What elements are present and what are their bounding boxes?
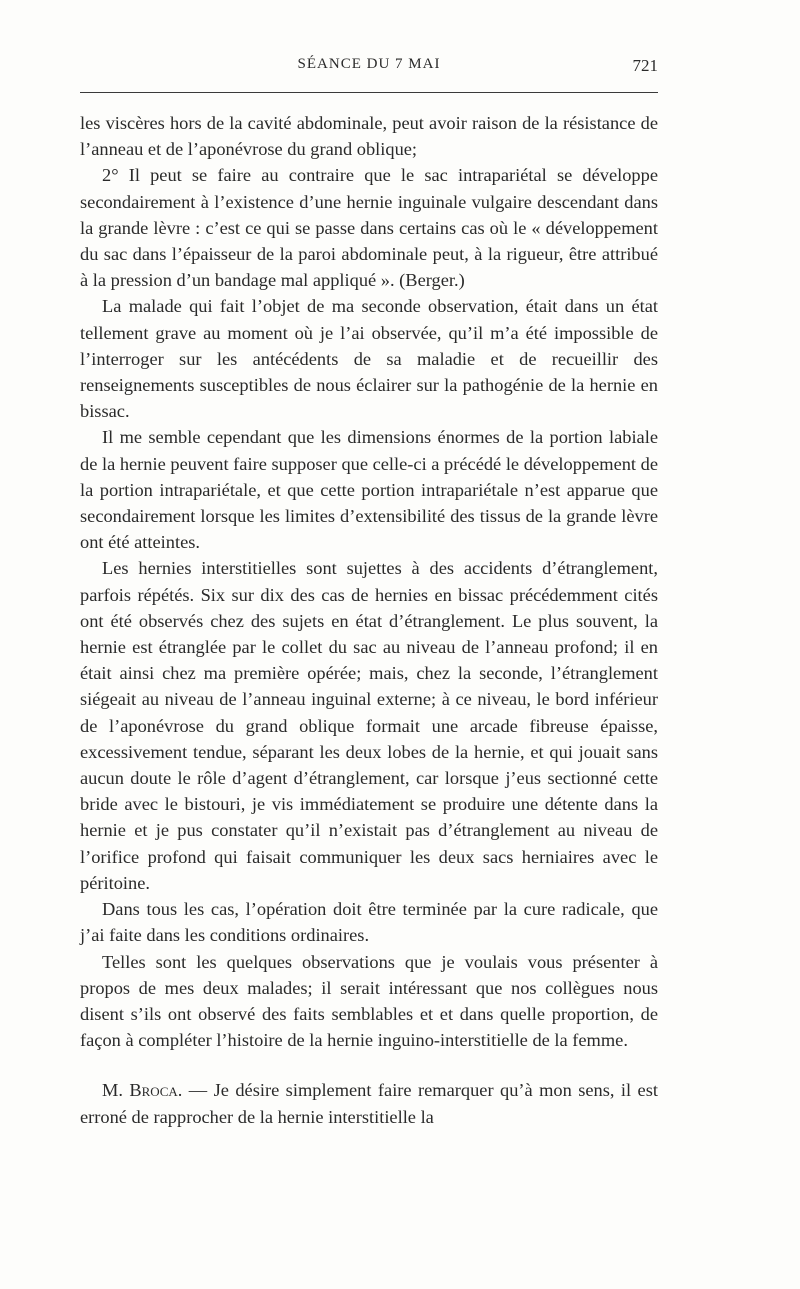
speaker-name: M. Broca. [102, 1080, 183, 1101]
paragraph-conclusion: Telles sont les quelques observations que je voulais vous présenter à propos de mes deux malades; il serait intéressant que nos collègues nous disent s’ils ont observé des faits semblables et et dans quelle proportion, de façon à compléter l’histoire de la hernie inguino-interstitielle de la femme. [80, 951, 658, 1051]
paragraph-broca [80, 1077, 658, 1129]
paragraph-continuation: les viscères hors de la cavité abdominale, peut avoir raison de la résistance de l’anneau et de l’aponévrose du grand oblique; [80, 113, 658, 160]
paragraph-labial-portion: Il me semble cependant que les dimensions énormes de la portion labiale de la hernie peuvent faire supposer que celle-ci a précédé le développement de la portion intrapariétale, et que cette portion intrapariétale n’est apparue que secondairement lorsque les limites d’extensibilité des tissus de la grande lèvre ont été atteintes. [80, 427, 658, 553]
paragraph-second-observation: La malade qui fait l’objet de ma seconde observation, était dans un état tellement grave au moment où je l’ai observée, qu’il m’a été impossible de l’interroger sur les antécédents de sa maladie et de recueillir des renseignements susceptibles de nous éclairer sur la pathogénie de la hernie en bissac. [80, 296, 658, 422]
paragraph-strangulation: Les hernies interstitielles sont sujettes à des accidents d’étranglement, parfois répétés. Six sur dix des cas de hernies en bissac précédemment cités ont été observés chez des sujets en état d’étranglement. Le plus souvent, la hernie est étranglée par le collet du sac au niveau de l’anneau profond; il en était ainsi chez ma première opérée; mais, chez la seconde, l’étranglement siégeait au niveau de l’anneau inguinal externe; à ce niveau, le bord inférieur de l’aponévrose du grand oblique formait une arcade fibreuse épaisse, excessivement tendue, séparant les deux lobes de la hernie, et qui jouait sans aucun doute le rôle d’agent d’étranglement, car lorsque j’eus sectionné cette bride avec le bistouri, je vis immédiatement se produire une détente dans la hernie et je pus constater qu’il n’existait pas d’étranglement au niveau de l’orifice profond qui faisait communiquer les deux sacs herniaires avec le péritoine. [80, 558, 658, 893]
header-title: SÉANCE DU 7 MAI [297, 56, 441, 72]
header-rule [80, 92, 658, 93]
running-header [80, 56, 658, 82]
broca-remark: — Je désire simplement faire remarquer qu’à mon sens, il est erroné de rapprocher de la hernie interstitielle la [80, 1080, 658, 1127]
paragraph-point-2: 2° Il peut se faire au contraire que le sac intrapariétal se développe secondairement à l’existence d’une hernie inguinale vulgaire descendant dans la grande lèvre : c’est ce qui se passe dans certains cas où le « développement du sac dans l’épaisseur de la paroi abdominale peut, à la rigueur, être attribué à la pression d’un bandage mal appliqué ». (Berger.) [80, 165, 658, 291]
paragraph-radical-cure: Dans tous les cas, l’opération doit être terminée par la cure radicale, que j’ai faite dans les conditions ordinaires. [80, 899, 658, 946]
body-text [80, 110, 658, 1130]
page-number: 721 [632, 56, 658, 75]
